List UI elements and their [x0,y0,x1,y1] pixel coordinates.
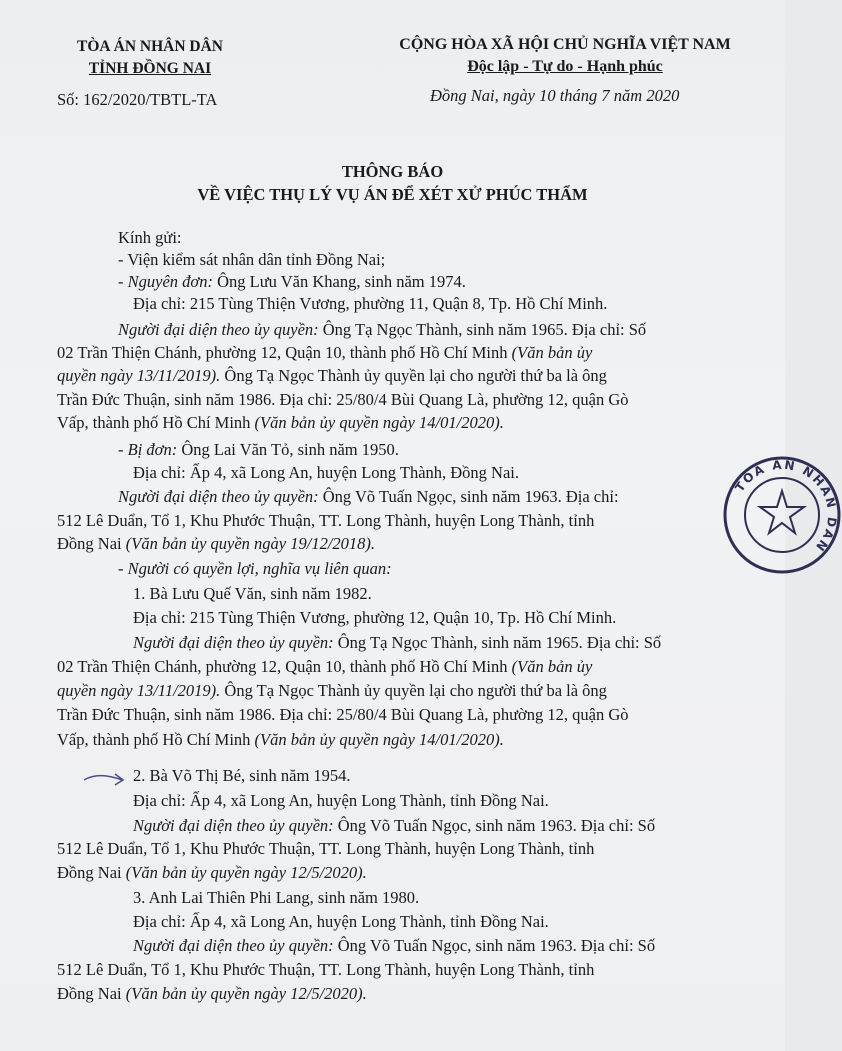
italic-segment: quyền ngày 13/11/2019). [57,681,221,700]
body-line [57,510,594,532]
seal-text: TÒA ÁN NHÂN DÂN [732,457,840,556]
body-line [57,838,594,860]
text-segment: Trần Đức Thuận, sinh năm 1986. Địa chỉ: 25/80/4 Bùi Quang Là, phường 12, quận Gò [57,390,629,409]
body-line [57,729,504,751]
text-segment: Kính gửi: [118,228,182,247]
text-segment: Đồng Nai [57,863,126,882]
document-subtitle: VỀ VIỆC THỤ LÝ VỤ ÁN ĐỂ XÉT XỬ PHÚC THẨM [197,185,588,204]
body-line [118,558,392,580]
text-segment: Ông Tạ Ngọc Thành, sinh năm 1965. Địa chỉ: Số [333,633,662,652]
court-seal-icon [722,455,842,575]
text-segment: Ông Võ Tuấn Ngọc, sinh năm 1963. Địa chỉ: Số [333,816,656,835]
body-line [57,365,607,387]
body-line [57,959,594,981]
italic-segment: Người có quyền lợi, nghĩa vụ liên quan: [127,559,392,578]
document-title: THÔNG BÁO [341,162,444,181]
reference-number: Số: 162/2020/TBTL-TA [57,90,218,109]
italic-segment: (Văn bản ủy quyền ngày 14/01/2020). [254,730,504,749]
body-line [133,815,655,837]
body-line [118,271,466,293]
text-segment: 2. Bà Võ Thị Bé, sinh năm 1954. [133,766,351,785]
text-segment: Đồng Nai [57,984,126,1003]
text-segment: 512 Lê Duẩn, Tổ 1, Khu Phước Thuận, TT. Long Thành, huyện Long Thành, tỉnh [57,960,595,979]
body-line [133,293,607,315]
body-line [133,583,372,605]
body-line [57,342,592,364]
text-segment: Vấp, thành phố Hồ Chí Minh [57,413,255,432]
italic-segment: (Văn bản ủy quyền ngày 14/01/2020). [254,413,504,432]
italic-segment: Người đại diện theo ủy quyền: [133,633,334,652]
text-segment: - [118,440,128,459]
court-province: TỈNH ĐỒNG NAI [88,60,212,77]
body-line [133,607,616,629]
body-line [118,319,646,341]
court-header [60,36,240,80]
text-segment: 1. Bà Lưu Quế Văn, sinh năm 1982. [133,584,372,603]
text-segment: Đồng Nai [57,534,126,553]
text-segment: - [118,272,128,291]
italic-segment: (Văn bản ủy quyền ngày 12/5/2020). [125,984,367,1003]
italic-segment: quyền ngày 13/11/2019). [57,366,221,385]
text-segment: 512 Lê Duẩn, Tổ 1, Khu Phước Thuận, TT. Long Thành, huyện Long Thành, tỉnh [57,839,595,858]
body-line [57,656,592,678]
body-line [133,632,661,654]
handwritten-arrow-icon [82,768,126,790]
body-line [133,462,519,484]
body-line [57,389,629,411]
italic-segment: Người đại diện theo ủy quyền: [118,487,319,506]
italic-segment: Người đại diện theo ủy quyền: [133,816,334,835]
italic-segment: (Văn bản ủy quyền ngày 12/5/2020). [125,863,367,882]
text-segment: - Viện kiểm sát nhân dân tỉnh Đồng Nai; [118,250,386,269]
body-line [57,704,629,726]
body-line [57,983,367,1005]
body-line [118,486,619,508]
body-line [133,765,351,787]
body-line [133,790,549,812]
body-line [57,533,375,555]
text-segment: 02 Trần Thiện Chánh, phường 12, Quận 10, thành phố Hồ Chí Minh [57,657,512,676]
body-line [57,862,367,884]
body-line [118,227,182,249]
court-name: TÒA ÁN NHÂN DÂN [77,38,223,55]
text-segment: Ông Tạ Ngọc Thành ủy quyền lại cho người thứ ba là ông [220,681,607,700]
text-segment: Ông Tạ Ngọc Thành ủy quyền lại cho người thứ ba là ông [220,366,607,385]
text-segment: Vấp, thành phố Hồ Chí Minh [57,730,255,749]
text-segment: Ông Lai Văn Tỏ, sinh năm 1950. [177,440,399,459]
text-segment: Địa chỉ: Ấp 4, xã Long An, huyện Long Thành, tỉnh Đồng Nai. [133,791,549,810]
text-segment: 3. Anh Lai Thiên Phi Lang, sinh năm 1980. [133,888,420,907]
nation-header [375,34,755,78]
text-segment: Địa chỉ: Ấp 4, xã Long An, huyện Long Thành, Đồng Nai. [133,463,520,482]
text-segment: - [118,559,128,578]
text-segment: 02 Trần Thiện Chánh, phường 12, Quận 10, thành phố Hồ Chí Minh [57,343,512,362]
body-line [57,412,504,434]
text-segment: Địa chỉ: 215 Tùng Thiện Vương, phường 11, Quận 8, Tp. Hồ Chí Minh. [133,294,608,313]
italic-segment: Nguyên đơn: [127,272,213,291]
italic-segment: (Văn bản ủy quyền ngày 19/12/2018). [125,534,376,553]
body-line [118,249,385,271]
body-line [118,439,399,461]
text-segment: Ông Võ Tuấn Ngọc, sinh năm 1963. Địa chỉ: Số [333,936,656,955]
italic-segment: Bị đơn: [127,440,178,459]
text-segment: Ông Võ Tuấn Ngọc, sinh năm 1963. Địa chỉ: [318,487,619,506]
body-line [133,887,419,909]
text-segment: Địa chỉ: Ấp 4, xã Long An, huyện Long Thành, tỉnh Đồng Nai. [133,912,549,931]
italic-segment: (Văn bản ủy [511,343,593,362]
issue-date: Đồng Nai, ngày 10 tháng 7 năm 2020 [430,86,680,105]
text-segment: Trần Đức Thuận, sinh năm 1986. Địa chỉ: 25/80/4 Bùi Quang Là, phường 12, quận Gò [57,705,629,724]
italic-segment: (Văn bản ủy [511,657,593,676]
text-segment: Ông Tạ Ngọc Thành, sinh năm 1965. Địa chỉ: Số [318,320,647,339]
text-segment: 512 Lê Duẩn, Tổ 1, Khu Phước Thuận, TT. Long Thành, huyện Long Thành, tỉnh [57,511,595,530]
text-segment: Ông Lưu Văn Khang, sinh năm 1974. [212,272,466,291]
body-line [133,935,655,957]
text-segment: Địa chỉ: 215 Tùng Thiện Vương, phường 12, Quận 10, Tp. Hồ Chí Minh. [133,608,617,627]
nation-motto: Độc lập - Tự do - Hạnh phúc [467,58,663,75]
body-line [133,911,549,933]
italic-segment: Người đại diện theo ủy quyền: [118,320,319,339]
italic-segment: Người đại diện theo ủy quyền: [133,936,334,955]
nation-name: CỘNG HÒA XÃ HỘI CHỦ NGHĨA VIỆT NAM [399,36,731,53]
body-line [57,680,607,702]
